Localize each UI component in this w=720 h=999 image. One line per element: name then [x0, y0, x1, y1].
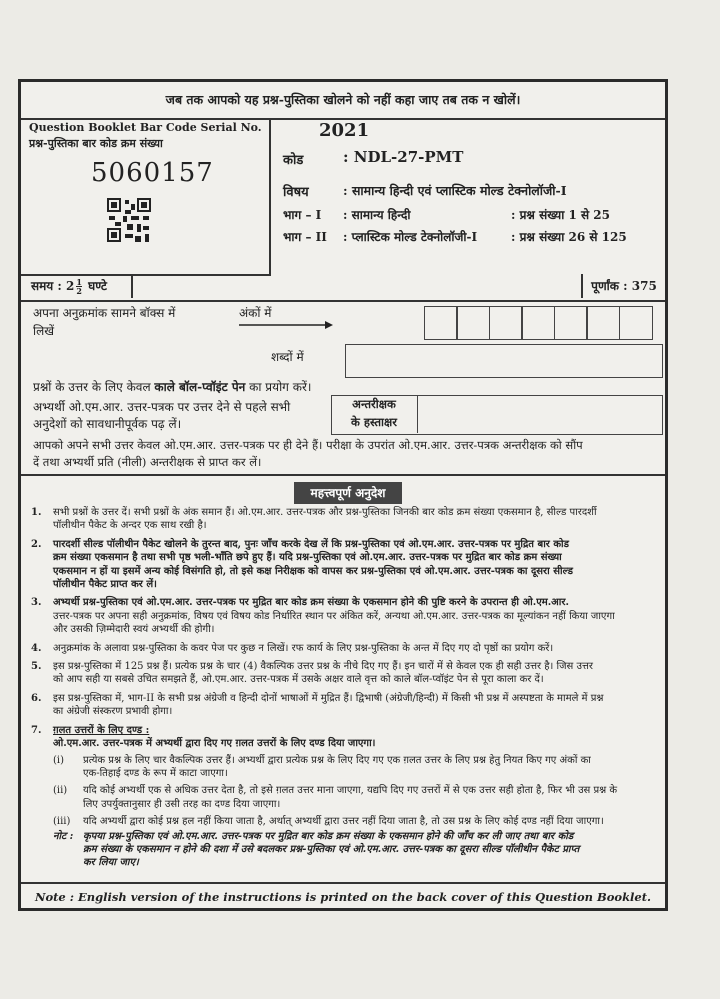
roll-number-digit-boxes[interactable] — [425, 306, 653, 340]
handover-note-1: आपको अपने सभी उत्तर केवल ओ.एम.आर. उत्तर-पत्रक पर ही देने हैं। परीक्षा के उपरांत ओ.एम.आर. उत्तर-पत्रक अन्तरीक्षक को सौंप — [33, 438, 583, 452]
pen-note — [33, 378, 311, 395]
instruction-line: इस प्रश्न-पुस्तिका में, भाग-II के सभी प्रश्न अंग्रेजी व हिन्दी दोनों भाषाओं में मुद्रित हैं। द्विभाषी (अंग्रेजी/हिन्दी) में किसी भी प्रश्न में अस्पष्टता के मामले में प्रश्न — [53, 692, 604, 704]
instruction-line: इस प्रश्न-पुस्तिका में 125 प्रश्न हैं। प्रत्येक प्रश्न के चार (4) वैकल्पिक उत्तर प्रश्न के नीचे दिए गए हैं। इन चारों में से केवल एक ही सही उत्तर है। जिस उत्तर — [53, 661, 593, 673]
roll-digit-box[interactable] — [456, 306, 490, 340]
time-label: समय : 2 — [31, 279, 75, 293]
barcode-panel — [21, 118, 271, 276]
code-value: : NDL-27-PMT — [343, 148, 464, 166]
roll-digit-box[interactable] — [489, 306, 523, 340]
time-box — [21, 274, 133, 298]
hindi-note-line: क्रम संख्या के एकसमान न होने की दशा में उसे बदलकर प्रश्न-पुस्तिका एवं ओ.एम.आर. उत्तर-पत्रक का दूसरा सील्ड पॉलीथीन पैकेट प्राप्त — [83, 843, 580, 855]
roll-in-words-box[interactable] — [345, 344, 663, 378]
instruction-1 — [31, 506, 657, 533]
pen-note-text: प्रश्नों के उत्तर के लिए केवल — [33, 380, 155, 394]
subject-label: विषय — [283, 185, 309, 200]
penalty-2 — [31, 784, 657, 811]
important-instructions-title: महत्त्वपूर्ण अनुदेश — [294, 482, 402, 504]
time-unit: घण्टे — [88, 279, 107, 293]
instructions-list — [31, 506, 657, 870]
time-marks-row — [21, 274, 665, 302]
roll-digit-box[interactable] — [586, 306, 620, 340]
roll-digit-box[interactable] — [554, 306, 588, 340]
time-frac-num: 1 — [76, 277, 82, 287]
instruction-number: 6. — [31, 692, 42, 704]
max-marks: पूर्णांक : 375 — [581, 274, 665, 298]
instruction-number: 5. — [31, 661, 42, 673]
instruction-line: और उसकी ज़िम्मेदारी स्वयं अभ्यर्थी की होगी। — [53, 624, 215, 636]
pen-note-bold: काले बॉल-प्वॉइंट पेन — [154, 380, 246, 394]
roll-digit-box[interactable] — [521, 306, 555, 340]
roll-in-words-label: शब्दों में — [271, 350, 304, 364]
arrow-right-icon — [239, 320, 333, 330]
instruction-line: का अंग्रेजी संस्करण प्रभावी होगा। — [53, 706, 173, 718]
invigilator-sign-label — [331, 395, 418, 433]
hindi-note-line: कृपया प्रश्न-पुस्तिका एवं ओ.एम.आर. उत्तर-पत्रक पर मुद्रित बार कोड क्रम संख्या के एकसमान होने की जाँच कर ली जाए तथा बार कोड — [83, 830, 574, 842]
instruction-line: उत्तर-पत्रक पर अपना सही अनुक्रमांक, विषय एवं विषय कोड निर्धारित स्थान पर अंकित करें, अन्यथा ओ.एम.आर. उत्तर-पत्रक का मूल्यांकन नहीं किया जाएगा — [53, 610, 615, 622]
exam-year: 2021 — [319, 120, 370, 141]
subject-value: : सामान्य हिन्दी एवं प्लास्टिक मोल्ड टेक्नोलॉजी-I — [343, 183, 567, 198]
barcode-label-en: Question Booklet Bar Code Serial No. — [29, 121, 262, 134]
penalty-number: (iii) — [53, 816, 71, 828]
penalty-line: एक-तिहाई दण्ड के रूप में काटा जाएगा। — [83, 767, 228, 779]
barcode-serial: 5060157 — [91, 158, 214, 188]
instruction-line: को आप सही या सबसे उचित समझते हैं, ओ.एम.आर. उत्तर-पत्रक में उसके अक्षर वाले वृत्त को काले बॉल-प्वॉइंट पेन से पूरा काला कर दें। — [53, 674, 544, 686]
instruction-line: पॉलीथीन पैकेट के अन्दर एक साथ रखी है। — [53, 520, 207, 532]
instruction-number: 7. — [31, 724, 42, 736]
part2-label: भाग – II — [283, 230, 327, 244]
hindi-note-line: कर लिया जाए। — [83, 857, 139, 869]
instruction-line: पारदर्शी सील्ड पॉलीथीन पैकेट खोलने के तुरन्त बाद, पुनः जाँच करके देख लें कि प्रश्न-पुस्तिका एवं ओ.एम.आर. उत्तर-पत्रक पर मुद्रित बार कोड — [53, 538, 569, 550]
instruction-line: सभी प्रश्नों के उत्तर दें। सभी प्रश्नों के अंक समान हैं। ओ.एम.आर. उत्तर-पत्रक और प्रश्न-पुस्तिका जिनकी बार कोड क्रम संख्या एकसमान है, सील्ड पारदर्शी — [53, 507, 597, 518]
instruction-2 — [31, 538, 657, 592]
instruction-line: अभ्यर्थी प्रश्न-पुस्तिका एवं ओ.एम.आर. उत्तर-पत्रक पर मुद्रित बार कोड क्रम संख्या के एकसमान होने की पुष्टि करने के उपरान्त ही ओ.एम.आर. — [53, 597, 569, 609]
instruction-3 — [31, 596, 657, 636]
handover-note-2: दें तथा अभ्यर्थी प्रति (नीली) अन्तरीक्षक से प्राप्त कर लें। — [33, 455, 262, 469]
pen-note-end: का प्रयोग करें। — [245, 380, 312, 394]
instruction-line: ग़लत उत्तरों के लिए दण्ड : — [53, 724, 150, 736]
penalty-number: (ii) — [53, 785, 68, 797]
penalty-line: यदि अभ्यर्थी द्वारा कोई प्रश्न हल नहीं किया जाता है, अर्थात् अभ्यर्थी द्वारा उत्तर नहीं दिया जाता है, तो उस प्रश्न के लिए कोई दण्ड नहीं दिया जाएगा। — [83, 816, 604, 828]
penalty-3 — [31, 815, 657, 828]
english-version-note: Note : English version of the instructions is printed on the back cover of this Question Booklet. — [21, 882, 665, 910]
part1-name: : सामान्य हिन्दी — [343, 208, 411, 222]
instruction-5 — [31, 660, 657, 687]
code-label: कोड — [283, 153, 304, 168]
roll-digit-box[interactable] — [424, 306, 458, 340]
instruction-number: 2. — [31, 538, 42, 550]
instruction-line: पॉलीथीन पैकेट प्राप्त कर लें। — [53, 579, 157, 591]
qr-code-icon — [107, 198, 151, 242]
penalty-line: लिए उपर्युक्तानुसार ही उसी तरह का दण्ड दिया जाएगा। — [83, 798, 281, 810]
instruction-line: एकसमान न हों या इसमें अन्य कोई विसंगति हो, तो इसे कक्ष निरीक्षक को वापस कर प्रश्न-पुस्तिका एवं ओ.एम.आर. उत्तर-पत्रक का दूसरा सील्ड — [53, 565, 573, 577]
instruction-line: क्रम संख्या एकसमान है तथा सभी पृष्ठ भली-भाँति छपे हुए हैं। यदि प्रश्न-पुस्तिका एवं ओ.एम.आर. उत्तर-पत्रक पर मुद्रित बार कोड क्रम संख्या — [53, 552, 562, 564]
barcode-label-hi: प्रश्न-पुस्तिका बार कोड क्रम संख्या — [29, 137, 163, 150]
instruction-number: 1. — [31, 507, 42, 518]
roll-digit-box[interactable] — [619, 306, 653, 340]
penalty-line: प्रत्येक प्रश्न के लिए चार वैकल्पिक उत्तर हैं। अभ्यर्थी द्वारा प्रत्येक प्रश्न के लिए दिए गए एक ग़लत उत्तर के लिए प्रश्न हेतु नियत किए गए अंकों का — [83, 754, 591, 766]
instruction-number: 3. — [31, 597, 42, 609]
roll-instruction-1: अपना अनुक्रमांक सामने बॉक्स में — [33, 306, 176, 320]
booklet-cover — [18, 79, 668, 911]
penalty-line: यदि कोई अभ्यर्थी एक से अधिक उत्तर देता है, तो इसे ग़लत उत्तर माना जाएगा, यद्यपि दिए गए उत्तरों में से एक उत्तर सही होता है, फिर भी उस प्रश्न के — [83, 785, 618, 797]
instruction-7 — [31, 724, 657, 751]
time-frac-den: 2 — [76, 286, 82, 296]
omr-note-2: अनुदेशों को सावधानीपूर्वक पढ़ लें। — [33, 417, 182, 431]
part1-label: भाग – I — [283, 208, 322, 222]
instruction-4 — [31, 642, 657, 655]
sign-label-2: के हस्ताक्षर — [351, 415, 397, 429]
instruction-line: अनुक्रमांक के अलावा प्रश्न-पुस्तिका के कवर पेज पर कुछ न लिखें। रफ कार्य के लिए प्रश्न-पुस्तिका के अन्त में दिए गए दो पृष्ठों का प्रयोग करें। — [53, 642, 554, 654]
roll-instruction-2: लिखें — [33, 324, 55, 338]
instruction-6 — [31, 692, 657, 719]
divider — [21, 474, 665, 476]
hindi-note-label: नोट : — [53, 830, 74, 842]
roll-in-figures-label: अंकों में — [239, 306, 272, 320]
instruction-line: ओ.एम.आर. उत्तर-पत्रक में अभ्यर्थी द्वारा दिए गए ग़लत उत्तरों के लिए दण्ड दिया जाएगा। — [53, 738, 376, 750]
part1-range: : प्रश्न संख्या 1 से 25 — [511, 208, 610, 222]
penalty-1 — [31, 754, 657, 781]
part2-range: : प्रश्न संख्या 26 से 125 — [511, 230, 627, 244]
header-notice: जब तक आपको यह प्रश्न-पुस्तिका खोलने को नहीं कहा जाए तब तक न खोलें। — [21, 82, 665, 120]
part2-name: : प्लास्टिक मोल्ड टेक्नोलॉजी-I — [343, 230, 478, 244]
hindi-note — [31, 830, 657, 870]
sign-label-1: अन्तरीक्षक — [352, 397, 396, 411]
penalty-number: (i) — [53, 754, 65, 766]
instruction-number: 4. — [31, 642, 42, 654]
omr-note-1: अभ्यर्थी ओ.एम.आर. उत्तर-पत्रक पर उत्तर देने से पहले सभी — [33, 400, 291, 414]
